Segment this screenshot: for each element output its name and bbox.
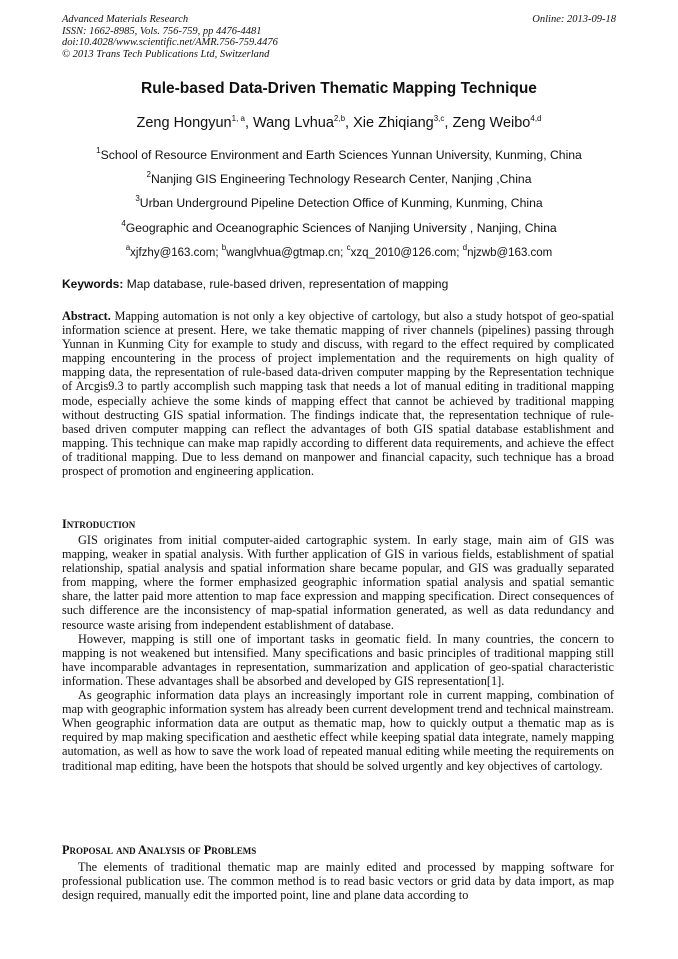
affiliation-2 — [0, 170, 678, 186]
author-sup: 2,b — [333, 114, 346, 123]
email-link[interactable]: njzwb@163.com — [467, 247, 553, 259]
affiliation-text: Geographic and Oceanographic Sciences of Nanjing University , Nanjing, China — [125, 221, 557, 235]
affiliation-sup: 2 — [146, 170, 151, 179]
copyright-line: © 2013 Trans Tech Publications Ltd, Switzerland — [62, 48, 270, 60]
affiliation-1 — [0, 146, 678, 162]
keywords-label: Keywords: — [62, 277, 124, 291]
email-sup: c — [346, 243, 351, 252]
email-link[interactable]: xzq_2010@126.com; — [350, 247, 460, 259]
paragraph: However, mapping is still one of important tasks in geomatic field. In many countries, the concern to mapping is not weakened but intensified. Many specifications and basic principles of traditional mapping still have incomparable advantages in representation, summarization and application of geo-spatial characteristic information. These advantages shall be absorbed and developed by GIS representation[1]. — [62, 631, 614, 688]
author-name: Zeng Hongyun — [136, 115, 232, 131]
paragraph: As geographic information data plays an increasingly important role in current mapping, combination of map with geographic information system has already been current development trend and technical mainstream. When geographic information data are output as thematic map, how to quickly output a thematic map as is required by map making specification and aesthetic effect while keeping spatial data integrate, namely mapping automation, as well as how to save the work load of repeated manual editing while meeting the requirements on traditional map editing, have been the hotspots that should be solved urgently and key objectives of cartology. — [62, 688, 614, 773]
keywords — [62, 277, 622, 291]
email-sup: a — [125, 243, 131, 252]
intro-heading: Introduction — [62, 517, 136, 531]
affiliation-sup: 4 — [121, 219, 126, 228]
affiliation-sup: 1 — [96, 146, 101, 155]
keywords-text: Map database, rule-based driven, representation of mapping — [126, 277, 449, 291]
author-sup: 3,c — [433, 114, 445, 123]
email-sup: b — [221, 243, 227, 252]
paragraph: GIS originates from initial computer-aided cartographic system. In early stage, main aim of GIS was mapping, weaker in spatial analysis. With further application of GIS in various fields, establishment of spatial relationship, spatial analysis and spatial information share became popular, and GIS was gradually separated from mapping, where the former emphasized geographic information spatial analysis and spatial semantic share, the latter paid more attention to map face expression and mapping specification. Direct consequences of such difference are the inconsistency of map-spatial information generated, as well as data redundancy and resource waste arising from independent establishment of database. — [62, 533, 614, 632]
paper-title: Rule-based Data-Driven Thematic Mapping Technique — [141, 80, 537, 97]
author-name: Wang Lvhua — [253, 115, 334, 131]
email-list — [0, 243, 678, 259]
abstract-label: Abstract. — [62, 309, 111, 323]
affiliation-4 — [0, 219, 678, 235]
intro-body — [62, 533, 614, 773]
paragraph: The elements of traditional thematic map are mainly edited and processed by mapping software for professional publication use. The common method is to read basic vectors or grid data by data import, as map design required, manually edit the imported point, line and plane data according to — [62, 860, 614, 903]
journal-header — [62, 14, 278, 60]
doi-line: doi:10.4028/www.scientific.net/AMR.756-759.4476 — [62, 37, 278, 49]
issn-line: ISSN: 1662-8985, Vols. 756-759, pp 4476-4481 — [62, 25, 262, 37]
author-sup: 4,d — [530, 114, 542, 123]
problems-heading: Proposal and Analysis of Problems — [62, 843, 257, 857]
author-name: Xie Zhiqiang — [353, 115, 434, 131]
online-date: Online: 2013-09-18 — [532, 14, 616, 25]
affiliation-3 — [0, 194, 678, 210]
affiliation-sup: 3 — [135, 194, 140, 203]
email-link[interactable]: wanglvhua@gtmap.cn; — [226, 247, 344, 259]
author-sup: 1, a — [231, 114, 245, 123]
affiliation-text: School of Resource Environment and Earth Sciences Yunnan University, Kunming, China — [100, 148, 582, 162]
affiliation-text: Nanjing GIS Engineering Technology Research Center, Nanjing ,China — [150, 172, 532, 186]
email-link[interactable]: xjfzhy@163.com; — [130, 247, 219, 259]
email-sup: d — [462, 243, 468, 252]
abstract — [62, 309, 614, 478]
author-list: Zeng Hongyun$^{1, a}$, Wang Lvhua$^{2,b}$, Xie Zhiqiang$^{3,c}$, Zeng Weibo$^{4,d}$ — [136, 114, 542, 131]
abstract-text: Mapping automation is not only a key objective of cartology, but also a study hotspot of geo-spatial information science at present. Here, we take thematic mapping of river channels (pipelines) passing through Yunnan in Kunming City for example to study and discuss, with regard to the effect required by complicated mapping encountering in the process of project implementation and the requirements on high quality of mapping data, the representation of rule-based data-driven computer mapping by the Representation technique of Arcgis9.3 to partly accomplish such mapping task that needs a lot of manual editing in traditional mapping mode, especially achieve the some kinds of mapping effect that cannot be achieved by traditional mapping without destructing GIS spatial information. The findings indicate that, the representation technique of rule-based driven computer mapping can reflect the advantages of both GIS spatial database establishment and mapping. This technique can make map rapidly according to different data requirements, and achieve the effect of traditional mapping. Due to less demand on manpower and financial capacity, such technique has a broad prospect of promotion and engineering application. — [62, 309, 614, 479]
affiliation-text: Urban Underground Pipeline Detection Office of Kunming, Kunming, China — [139, 196, 543, 210]
author-name: Zeng Weibo — [452, 115, 531, 131]
journal-name: Advanced Materials Research — [62, 14, 189, 25]
problems-body — [62, 860, 614, 902]
